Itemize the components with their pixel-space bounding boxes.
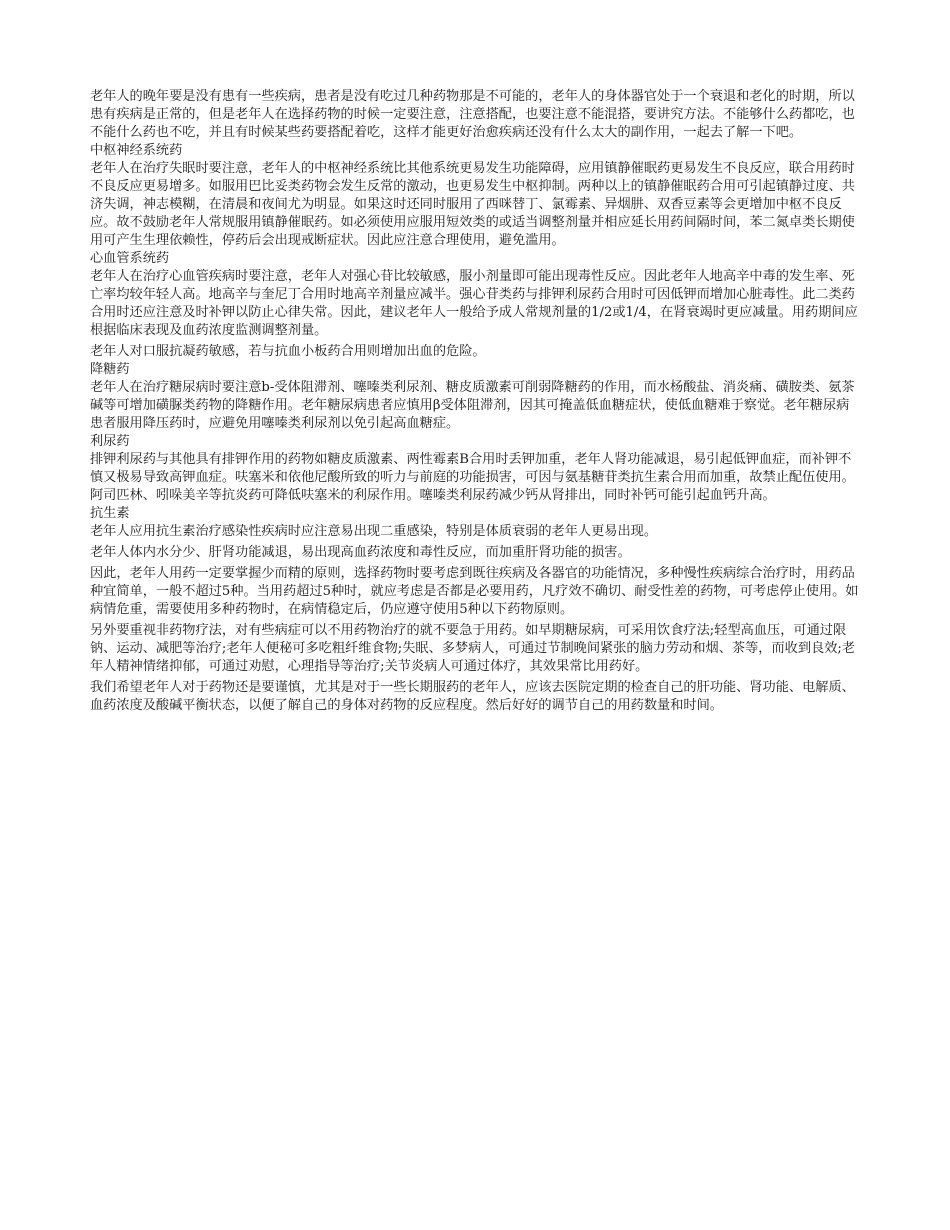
section-diuretics: [90, 433, 860, 505]
section-heading: 中枢神经系统药: [90, 143, 183, 158]
section-paragraph: 老年人在治疗糖尿病时要注意b-受体阻滞剂、噻嗪类利尿剂、糖皮质激素可削弱降糖药的作用，而水杨酸盐、消炎痛、磺胺类、氨茶碱等可增加磺脲类药物的降糖作用。老年糖尿病患者应慎用β受体阻滞剂，因其可掩盖低血糖症状，使低血糖难于察觉。老年糖尿病患者服用降压药时，应避免用噻嗪类利尿剂以免引起高血糖症。: [90, 380, 855, 431]
section-heading: 降糖药: [90, 362, 130, 377]
section-paragraph: 排钾利尿药与其他具有排钾作用的药物如糖皮质激素、两性霉素B合用时丢钾加重，老年人肾功能减退，易引起低钾血症，而补钾不慎又极易导致高钾血症。呋塞米和依他尼酸所致的听力与前庭的功能损害，可因与氨基糖苷类抗生素合用而加重，故禁止配伍使用。阿司匹林、吲哚美辛等抗炎药可降低呋塞米的利尿作用。噻嗪类利尿药减少钙从肾排出，同时补钙可能引起血钙升高。: [90, 452, 855, 503]
section-paragraph: 老年人在治疗心血管疾病时要注意，老年人对强心苷比较敏感，服小剂量即可能出现毒性反应。因此老年人地高辛中毒的发生率、死亡率均较年轻人高。地高辛与奎尼丁合用时地高辛剂量应减半。强心苷类药与排钾利尿药合用时可因低钾而增加心脏毒性。此二类药合用时还应注意及时补钾以防止心律失常。因此，建议老年人一般给予成人常规剂量的1/2或1/4，在肾衰竭时更应减量。用药期间应根据临床表现及血药浓度监测调整剂量。: [90, 269, 858, 338]
article-body: [90, 88, 860, 715]
section-cardiovascular-drugs: [90, 250, 860, 361]
section-heading: 心血管系统药: [90, 251, 170, 266]
section-cns-drugs: [90, 142, 860, 250]
intro-paragraph: 老年人的晚年要是没有患有一些疾病，患者是没有吃过几种药物那是不可能的，老年人的身体器官处于一个衰退和老化的时期，所以患有疾病是正常的，但是老年人在选择药物的时候一定要注意，注意搭配，也要注意不能混搭，要讲究方法。不能够什么药都吃，也不能什么药也不吃，并且有时候某些药要搭配着吃，这样才能更好治愈疾病还没有什么太大的副作用，一起去了解一下吧。: [90, 89, 855, 140]
section-antibiotics: [90, 505, 860, 715]
section-heading: 利尿药: [90, 434, 130, 449]
section-paragraph: 老年人在治疗失眠时要注意，老年人的中枢神经系统比其他系统更易发生功能障碍，应用镇静催眠药更易发生不良反应，联合用药时不良反应更易增多。如服用巴比妥类药物会发生反常的激动，也更易发生中枢抑制。两种以上的镇静催眠药合用可引起镇静过度、共济失调，神志模糊，在清晨和夜间尤为明显。如果这时还同时服用了西咪替丁、氯霉素、异烟肼、双香豆素等会更增加中枢不良反应。故不鼓励老年人常规服用镇静催眠药。如必须使用应服用短效类的或适当调整剂量并相应延长用药间隔时间，苯二氮卓类长期使用可产生生理依赖性，停药后会出现戒断症状。因此应注意合理使用，避免滥用。: [90, 161, 855, 248]
section-paragraph: 另外要重视非药物疗法，对有些病症可以不用药物治疗的就不要急于用药。如早期糖尿病，可采用饮食疗法;轻型高血压，可通过限钠、运动、减肥等治疗;老年人便秘可多吃粗纤维食物;失眠、多梦病人，可通过节制晚间紧张的脑力劳动和烟、茶等，而收到良效;老年人精神情绪抑郁，可通过劝慰，心理指导等治疗;关节炎病人可通过体疗，其效果常比用药好。: [90, 623, 856, 674]
section-paragraph: 老年人对口服抗凝药敏感，若与抗血小板药合用则增加出血的危险。: [90, 344, 486, 359]
section-paragraph: 老年人体内水分少、肝肾功能减退，易出现高血药浓度和毒性反应，而加重肝肾功能的损害。: [90, 545, 631, 560]
section-hypoglycemic-drugs: [90, 361, 860, 433]
section-paragraph: 因此，老年人用药一定要掌握少而精的原则，选择药物时要考虑到既往疾病及各器官的功能情况，多种慢性疾病综合治疗时，用药品种宜简单，一般不超过5种。当用药超过5种时，就应考虑是否都是必要用药，凡疗效不确切、耐受性差的药物，可考虑停止使用。如病情危重，需要使用多种药物时，在病情稳定后，仍应遵守使用5种以下药物原则。: [90, 566, 859, 617]
section-paragraph: 老年人应用抗生素治疗感染性疾病时应注意易出现二重感染，特别是体质衰弱的老年人更易出现。: [90, 524, 658, 539]
section-heading: 抗生素: [90, 506, 130, 521]
section-paragraph: 我们希望老年人对于药物还是要谨慎，尤其是对于一些长期服药的老年人，应该去医院定期的检查自己的肝功能、肾功能、电解质、血药浓度及酸碱平衡状态，以便了解自己的身体对药物的反应程度。然后好好的调节自己的用药数量和时间。: [90, 680, 855, 713]
